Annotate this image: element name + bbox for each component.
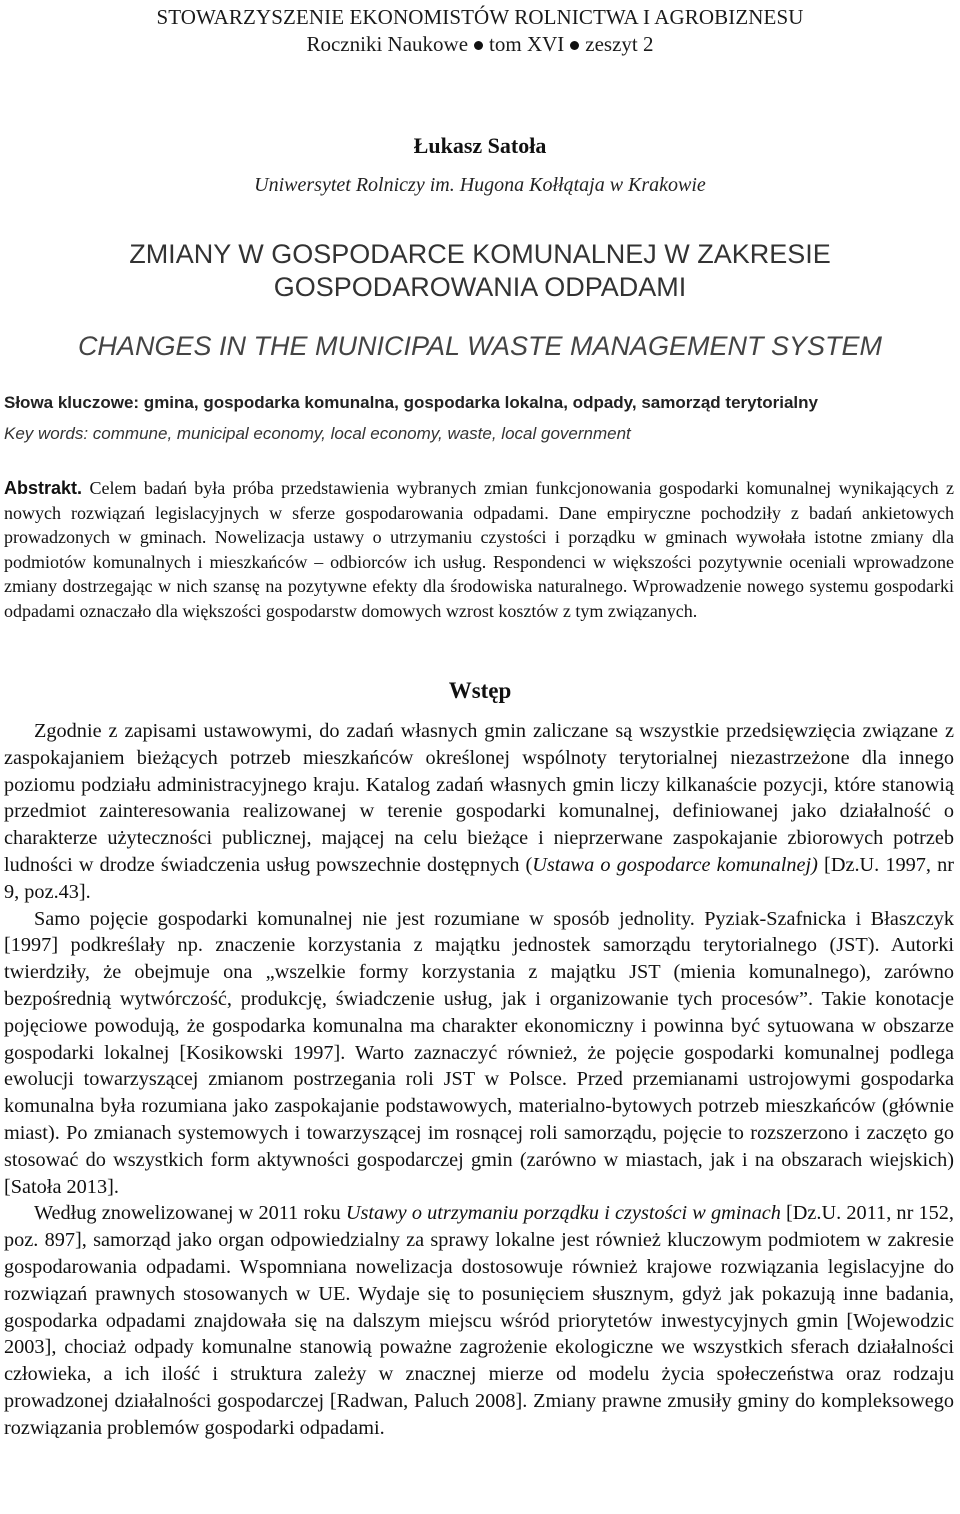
- keywords-en: Key words: commune, municipal economy, local economy, waste, local government: [4, 424, 631, 443]
- journal-header: [0, 4, 960, 58]
- paragraph: Samo pojęcie gospodarki komunalnej nie jest rozumiane w sposób jednolity. Pyziak-Szafnicka i Błaszczyk [1997] podkreślały np. znaczenie korzystania z majątku jednostek samorządu terytorialnego (JST). Autorki twierdziły, że obejmuje ona „wszelkie formy korzystania z majątku JST (mienia komunalnego), zarówno bezpośrednią wytwórczość, produkcję, świadczenie usług, jak i organizowanie tych procesów”. Takie konotacje pojęciowe powodują, że gospodarka komunalna ma charakter ekonomiczny i powinna być sytuowana w obszarze gospodarki lokalnej [Kosikowski 1997]. Warto zaznaczyć również, że pojęcie gospodarki komunalnej podlega ewolucji towarzyszącej zmianom postrzegania roli JST w Polsce. Przed przemianami ustrojowymi gospodarka komunalna była rozumiana jako zaspokajanie podstawowych, materialno-bytowych potrzeb mieszkańców (głównie miast). Po zmianach systemowych i towarzyszącej im rosnącej roli samorządu, pojęcie to rozszerzono i zaczęto go stosować do wszystkich form aktywności gospodarczej gmin (zarówno w miastach, jak i na obszarach wiejskich) [Satoła 2013].: [4, 907, 954, 1198]
- paragraph: [4, 1200, 954, 1441]
- title-pl-line-2: GOSPODAROWANIA ODPADAMI: [273, 272, 687, 302]
- paragraph-text: Według znowelizowanej w 2011 roku: [34, 1202, 346, 1225]
- abstract-label: Abstrakt.: [4, 478, 83, 498]
- abstract: [4, 476, 954, 624]
- journal-volume: tom XVI: [489, 32, 565, 56]
- keywords-pl: Słowa kluczowe: gmina, gospodarka komunalna, gospodarka lokalna, odpady, samorząd terytorialny: [4, 393, 818, 412]
- section-heading: Wstęp: [448, 678, 512, 703]
- bullet-icon: [570, 41, 579, 50]
- journal-name: Roczniki Naukowe: [306, 32, 469, 56]
- author-affiliation: Uniwersytet Rolniczy im. Hugona Kołłątaja w Krakowie: [254, 174, 706, 196]
- association-name: STOWARZYSZENIE EKONOMISTÓW ROLNICTWA I AGROBIZNESU: [156, 5, 804, 29]
- title-pl-line-1: ZMIANY W GOSPODARCE KOMUNALNEJ W ZAKRESIE: [129, 239, 831, 269]
- law-title-italic: Ustawa o gospodarce komunalnej): [532, 853, 818, 876]
- author-name: Łukasz Satoła: [413, 133, 547, 158]
- article-title-pl: [0, 238, 960, 304]
- law-title-italic: Ustawy o utrzymaniu porządku i czystości w gminach: [345, 1202, 781, 1225]
- paragraph-text: [Dz.U. 2011, nr 152, poz. 897], samorząd jako organ odpowiedzialny za sprawy lokalne jest również kluczowym podmiotem w zakresie gospodarowania odpadami. Wspomniana nowelizacja dostosowuje również krajowe rozwiązania legislacyjne do rozwiązań prawnych stosowanych w UE. Wydaje się to posunięciem słusznym, gdyż jak pokazują inne badania, gospodarka odpadami znajdowała się na dalszym miejscu wśród priorytetów inwestycyjnych gmin [Wojewodzic 2003], chociaż odpady komunalne stanowią poważne zagrożenie ekologiczne we wszystkich sferach działalności człowieka, a ich ilość i struktura zależy w znacznej mierze od modelu życia społeczeństwa oraz rodzaju prowadzonej działalności gospodarczej [Radwan, Paluch 2008]. Zmiany prawne zmusiły gminy do kompleksowego rozwiązania problemów gospodarki odpadami.: [4, 1202, 954, 1439]
- paragraph: [4, 718, 954, 906]
- journal-issue: zeszyt 2: [585, 32, 654, 56]
- paragraph-text: Zgodnie z zapisami ustawowymi, do zadań własnych gmin zaliczane są wszystkie przedsięwzięcia związane z zaspokajaniem bieżących potrzeb mieszkańców określonej wspólnoty terytorialnej niezastrzeżone dla innego poziomu podziału administracyjnego kraju. Katalog zadań własnych gmin liczy kilkanaście pozycji, które stanowią przedmiot zainteresowania realizowanej w terenie gospodarki komunalnej, definiowanej jako działalność o charakterze użyteczności publicznej, mającej na celu bieżące i nieprzerwane zaspokajanie zbiorowych potrzeb ludności w drodze świadczenia usług powszechnie dostępnych (: [4, 720, 954, 876]
- abstract-text: Celem badań była próba przedstawienia wybranych zmian funkcjonowania gospodarki komunalnej wynikających z nowych rozwiązań legislacyjnych w sferze gospodarowania odpadami. Dane empiryczne pochodziły z badań ankietowych prowadzonych w gminach. Nowelizacja ustawy o utrzymaniu czystości i porządku w gminach wywołała istotne zmiany dla podmiotów komunalnych i mieszkańców – odbiorców ich usług. Respondenci w większości pozytywnie oceniali wprowadzone zmiany dostrzegając w nich szansę na pozytywne efekty dla środowiska naturalnego. Wprowadzenie nowego systemu gospodarki odpadami oznaczało dla większości gospodarstw domowych wzrost kosztów z tym związanych.: [4, 478, 954, 621]
- article-title-en: CHANGES IN THE MUNICIPAL WASTE MANAGEMENT SYSTEM: [77, 331, 883, 361]
- body-text: [4, 718, 954, 1442]
- paragraph-text: [Dz.U. 1997, nr 9, poz.43].: [4, 853, 954, 903]
- bullet-icon: [474, 41, 483, 50]
- journal-info: [0, 30, 960, 58]
